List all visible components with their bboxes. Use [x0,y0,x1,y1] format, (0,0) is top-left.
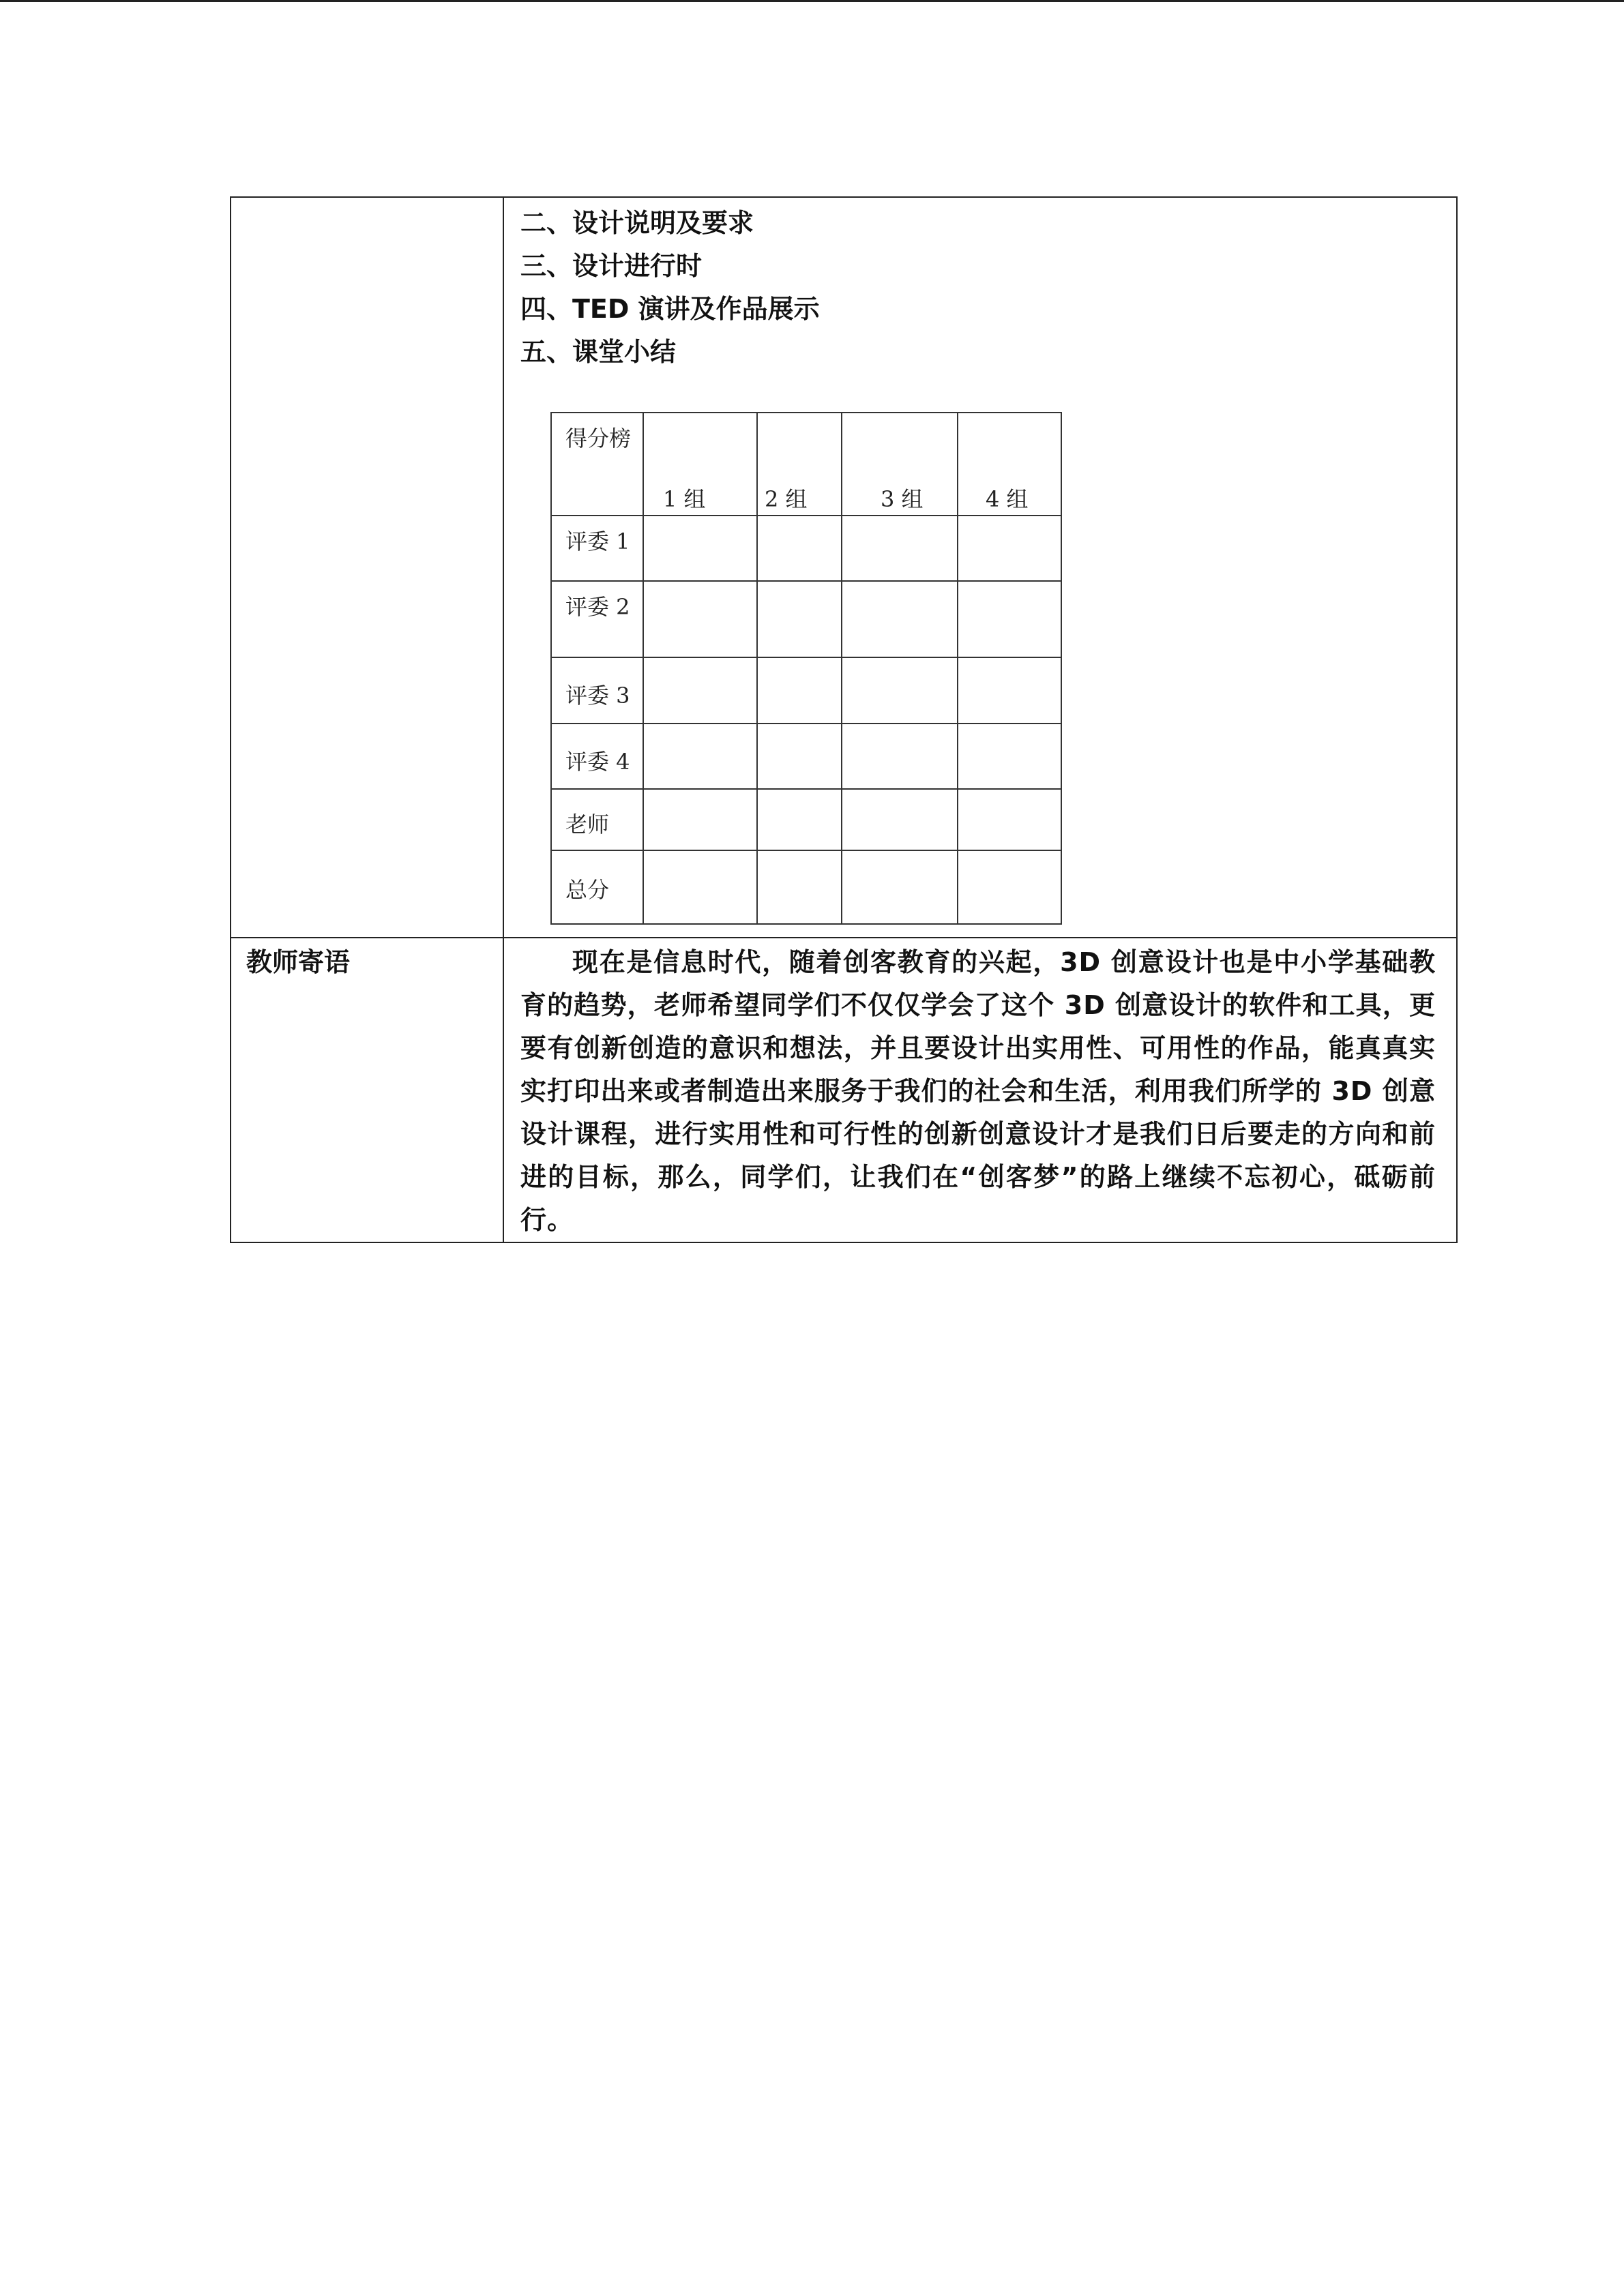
score-cell [643,657,757,724]
score-cell [842,581,958,657]
group-label: 1 组 [663,486,706,512]
teacher-message-text: 现在是信息时代，随着创客教育的兴起，3D 创意设计也是中小学基础教育的趋势，老师希望同学们不仅仅学会了这个 3D 创意设计的软件和工具，更要有创新创造的意识和想法，并且要设计出实用性、可用性的作品，能真真实实打印出来或者制造出来服务于我们的社会和生活，利用我们所学的 3D 创意设计课程，进行实用性和可行性的创新创意设计才是我们日后要走的方向和前进的目标，那么，同学们，让我们在“创客梦”的路上继续不忘初心，砥砺前行。 [520,947,1436,1235]
group-header-cell [757,413,842,516]
score-cell [842,724,958,789]
outline-item: 二、设计说明及要求 [520,208,754,238]
group-header-cell [842,413,958,516]
score-cell [643,789,757,850]
score-cell [958,581,1061,657]
teacher-message-content-cell [503,938,1457,1242]
score-row [551,789,1061,850]
score-cell [643,516,757,581]
score-cell [958,657,1061,724]
score-cell [757,581,842,657]
score-cell [842,789,958,850]
process-row [231,197,1457,938]
group-label: 4 组 [986,486,1029,512]
process-label-cell [231,197,503,938]
score-cell [958,850,1061,924]
total-label: 总分 [565,877,610,903]
teacher-label: 老师 [565,811,610,837]
score-title: 得分榜 [565,426,632,451]
group-header-cell [643,413,757,516]
score-row [551,724,1061,789]
page-top-rule [0,0,1624,2]
score-header-row [551,413,1061,516]
group-label: 3 组 [881,486,924,512]
group-header-cell [958,413,1061,516]
score-row [551,581,1061,657]
score-cell [958,789,1061,850]
outline-item: 五、课堂小结 [520,337,677,367]
judge-label: 评委 3 [565,683,630,709]
outline-item: 四、TED 演讲及作品展示 [520,294,820,324]
score-row [551,516,1061,581]
score-cell [643,850,757,924]
score-cell [757,516,842,581]
score-row [551,850,1061,924]
score-cell [757,850,842,924]
teacher-message-row [231,938,1457,1242]
score-board-table [550,412,1062,925]
score-cell [958,724,1061,789]
score-cell [643,724,757,789]
score-cell [842,516,958,581]
score-cell [958,516,1061,581]
judge-label: 评委 2 [565,594,630,620]
lesson-plan-table [230,196,1458,1243]
teacher-message-label: 教师寄语 [246,947,351,977]
score-title-cell [551,413,643,516]
judge-label: 评委 4 [565,749,630,775]
score-cell [757,789,842,850]
score-cell [643,581,757,657]
judge-label: 评委 1 [565,528,630,554]
score-row [551,657,1061,724]
process-content-cell [503,197,1457,938]
group-label: 2 组 [765,486,808,512]
score-cell [842,850,958,924]
score-cell [757,657,842,724]
outline-item: 三、设计进行时 [520,251,703,281]
score-cell [757,724,842,789]
score-cell [842,657,958,724]
teacher-message-label-cell [231,938,503,1242]
